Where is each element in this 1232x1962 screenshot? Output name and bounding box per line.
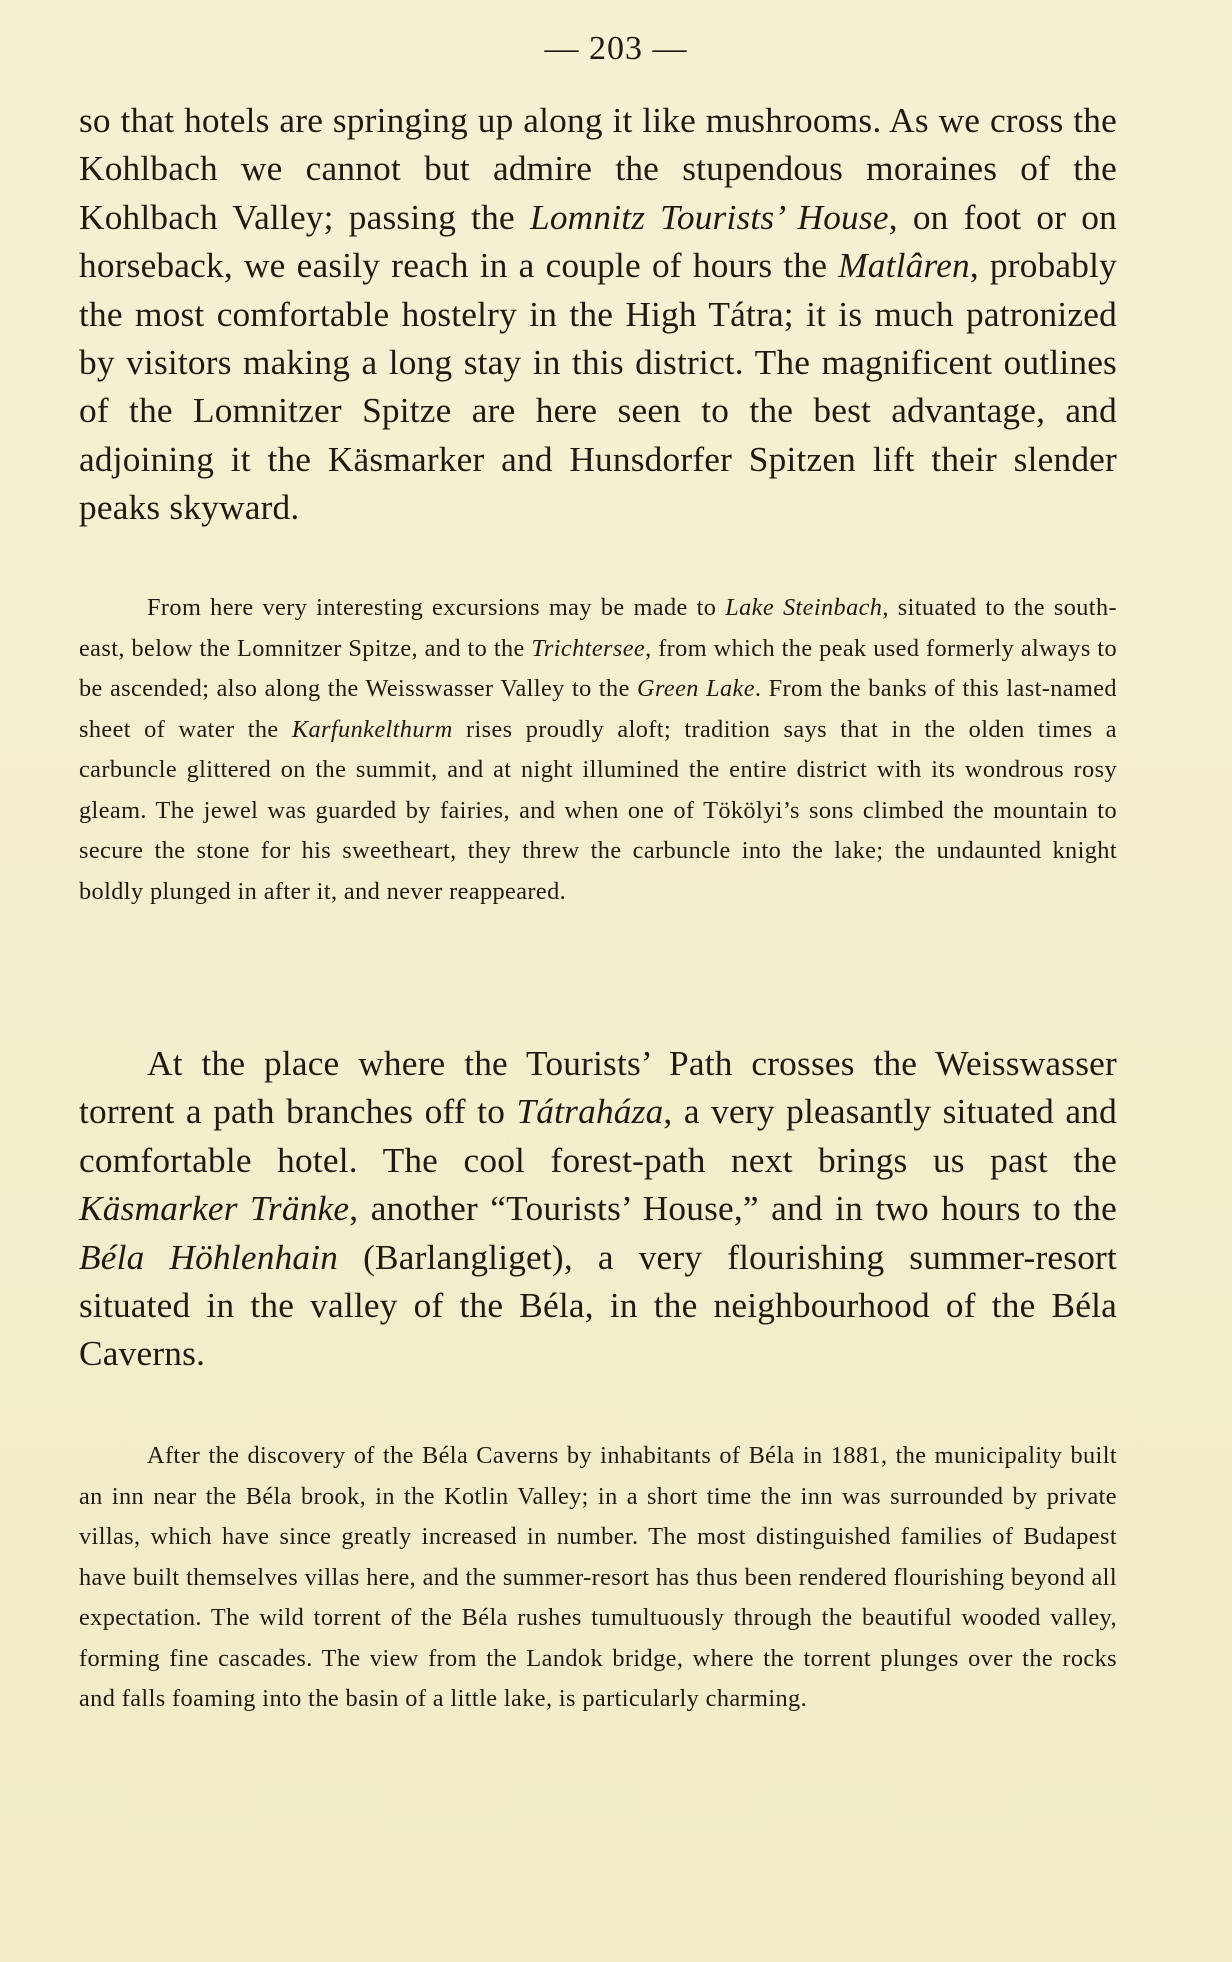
paragraph-2-text-4: . From the banks of this last-named sheet of water the — [79, 675, 1117, 743]
place-trichtersee: Trichtersee — [531, 634, 646, 662]
place-tatrahaza: Tátraháza — [516, 1092, 664, 1132]
paragraph-2-text-2: , situated to the south-east, below the Lomnitzer Spitze, and to the — [79, 594, 1117, 662]
paragraph-1-text-1: so that hotels are springing up along it like mushrooms. As we cross the Kohlbach we cannot but admire the stupendous moraines of the Kohlbach Valley; passing the — [79, 101, 1117, 237]
paragraph-3-text-2: , a very pleasantly situated and comfortable hotel. The cool forest-path next brings us past the — [79, 1092, 1117, 1180]
paragraph-2 — [79, 588, 1117, 912]
page-number: — 203 — — [544, 30, 688, 67]
paragraph-3 — [79, 1040, 1117, 1379]
paragraph-3-text-1: At the place where the Tourists’ Path crosses the Weisswasser torrent a path branches off to — [79, 1044, 1117, 1132]
paragraph-4 — [79, 1436, 1117, 1720]
place-bela-hohlenhain: Béla Höhlenhain — [79, 1237, 339, 1277]
paragraph-1-text-3: , probably the most comfortable hostelry in the High Tátra; it is much patronized by visitors making a long stay in this district. The magnificent outlines of the Lomnitzer Spitze are here seen to the best advantage, and adjoining it the Käsmarker and Hunsdorfer Spitzen lift their slender peaks skyward. — [79, 246, 1118, 528]
paragraph-4-text: After the discovery of the Béla Caverns by inhabitants of Béla in 1881, the municipality built an inn near the Béla brook, in the Kotlin Valley; in a short time the inn was surrounded by private villas, which have since greatly increased in number. The most distinguished families of Budapest have built themselves villas here, and the summer-resort has thus been rendered flourishing beyond all expectation. The wild torrent of the Béla rushes tumultuously through the beautiful wooded valley, forming fine cascades. The view from the Landok bridge, where the torrent plunges over the rocks and falls foaming into the basin of a little lake, is particularly charming. — [79, 1442, 1117, 1712]
paragraph-3-text-4: (Barlangliget), a very flourishing summer-resort situated in the valley of the Béla, in the neighbourhood of the Béla Caverns. — [79, 1237, 1118, 1374]
place-kasmarker-tranke: Käsmarker Tränke — [79, 1189, 350, 1229]
place-karfunkelthurm: Karfunkelthurm — [291, 715, 453, 743]
paragraph-2-text-3: , from which the peak used formerly always to be ascended; also along the Weisswasser Valley to the — [79, 634, 1118, 702]
paragraph-3-text-3: , another “Tourists’ House,” and in two hours to the — [349, 1189, 1117, 1229]
place-matlaren: Matlâren — [838, 246, 970, 286]
paragraph-2-text-1: From here very interesting excursions may be made to — [147, 594, 726, 621]
paragraph-1-text-2: , on foot or on horseback, we easily reach in a couple of hours the — [79, 197, 1117, 286]
place-lake-steinbach: Lake Steinbach — [725, 594, 883, 621]
paragraph-1 — [79, 97, 1117, 533]
paragraph-2-text-5: rises proudly aloft; tradition says that in the olden times a carbuncle glittered on the summit, and at night illumined the entire district with its wondrous rosy gleam. The jewel was guarded by fairies, and when one of Tökölyi’s sons climbed the mountain to secure the stone for his sweetheart, they threw the carbuncle into the lake; the undaunted knight boldly plunged in after it, and never reappeared. — [79, 715, 1117, 905]
place-green-lake: Green Lake — [637, 675, 755, 702]
place-lomnitz-tourists-house: Lomnitz Tourists’ House — [529, 197, 889, 237]
